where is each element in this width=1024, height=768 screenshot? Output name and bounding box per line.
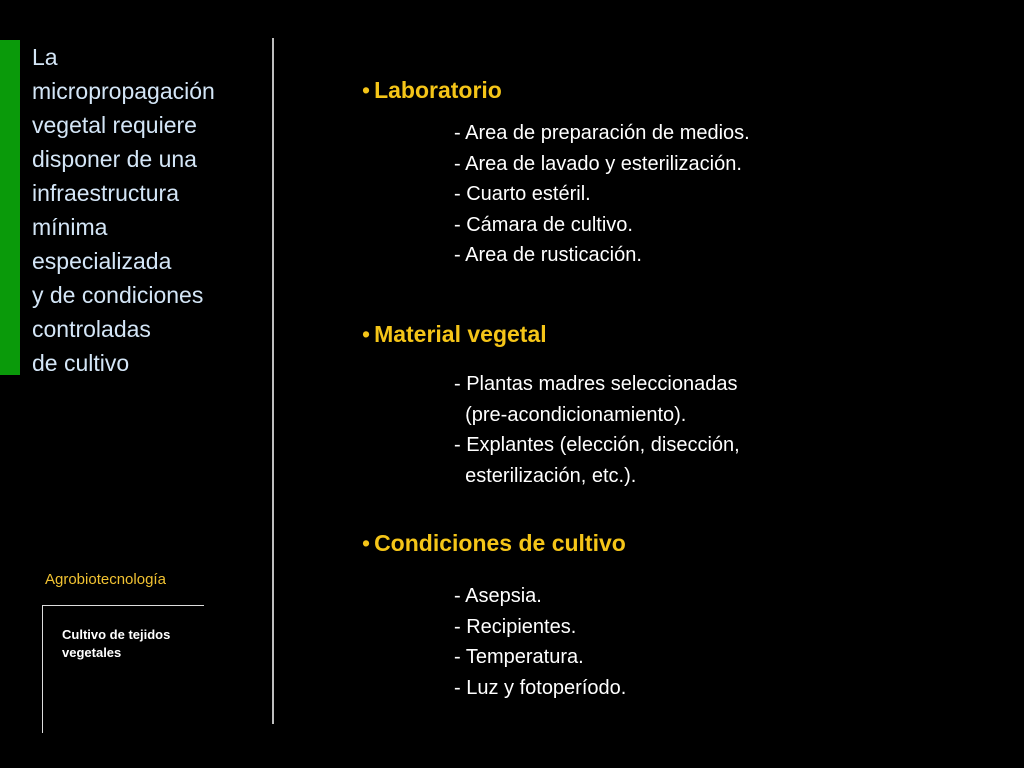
list-item: - Plantas madres seleccionadas bbox=[454, 373, 738, 395]
list-item: - Recipientes. bbox=[454, 615, 577, 638]
bullet-icon: • bbox=[362, 530, 371, 556]
list-item: - Area de rusticación. bbox=[454, 244, 642, 266]
title-line: y de condiciones bbox=[32, 282, 204, 308]
course-label: Agrobiotecnología bbox=[45, 571, 166, 588]
caption-line: vegetales bbox=[62, 645, 122, 660]
footer-divider-vertical bbox=[42, 605, 43, 733]
title-line: controladas bbox=[32, 316, 151, 342]
list-item: - Luz y fotoperíodo. bbox=[454, 676, 627, 699]
section-heading-text: Material vegetal bbox=[374, 321, 547, 347]
title-line: disponer de una bbox=[32, 146, 197, 172]
list-item: - Cámara de cultivo. bbox=[454, 213, 633, 236]
list-item: - Cuarto estéril. bbox=[454, 183, 591, 205]
title-line: La bbox=[32, 44, 58, 70]
slide-title bbox=[32, 40, 267, 380]
caption-line: Cultivo de tejidos bbox=[62, 627, 171, 642]
section-list-condiciones-de-cultivo bbox=[454, 581, 626, 703]
list-item: esterilización, etc.). bbox=[454, 464, 637, 487]
bullet-icon: • bbox=[362, 77, 371, 103]
list-item: - Temperatura. bbox=[454, 646, 584, 668]
footer-divider-horizontal bbox=[42, 605, 204, 606]
list-item: - Asepsia. bbox=[454, 585, 542, 607]
title-line: micropropagación bbox=[32, 78, 215, 104]
list-item: (pre-acondicionamiento). bbox=[454, 403, 687, 426]
title-line: vegetal requiere bbox=[32, 112, 197, 138]
section-heading-text: Laboratorio bbox=[374, 77, 502, 103]
title-line: infraestructura bbox=[32, 180, 180, 206]
section-heading-text: Condiciones de cultivo bbox=[374, 530, 626, 556]
vertical-divider bbox=[272, 38, 274, 724]
section-heading-condiciones-de-cultivo bbox=[362, 529, 626, 557]
section-heading-material-vegetal bbox=[362, 320, 547, 348]
section-list-laboratorio bbox=[454, 118, 750, 271]
list-item: - Area de preparación de medios. bbox=[454, 122, 750, 144]
title-line: mínima bbox=[32, 214, 108, 240]
bullet-icon: • bbox=[362, 321, 371, 347]
section-heading-laboratorio bbox=[362, 76, 502, 104]
list-item: - Area de lavado y esterilización. bbox=[454, 152, 742, 175]
title-line: especializada bbox=[32, 248, 172, 274]
title-line: de cultivo bbox=[32, 350, 130, 376]
footer-caption bbox=[62, 626, 170, 662]
list-item: - Explantes (elección, disección, bbox=[454, 434, 740, 456]
section-list-material-vegetal bbox=[454, 369, 740, 491]
accent-bar bbox=[0, 40, 20, 375]
